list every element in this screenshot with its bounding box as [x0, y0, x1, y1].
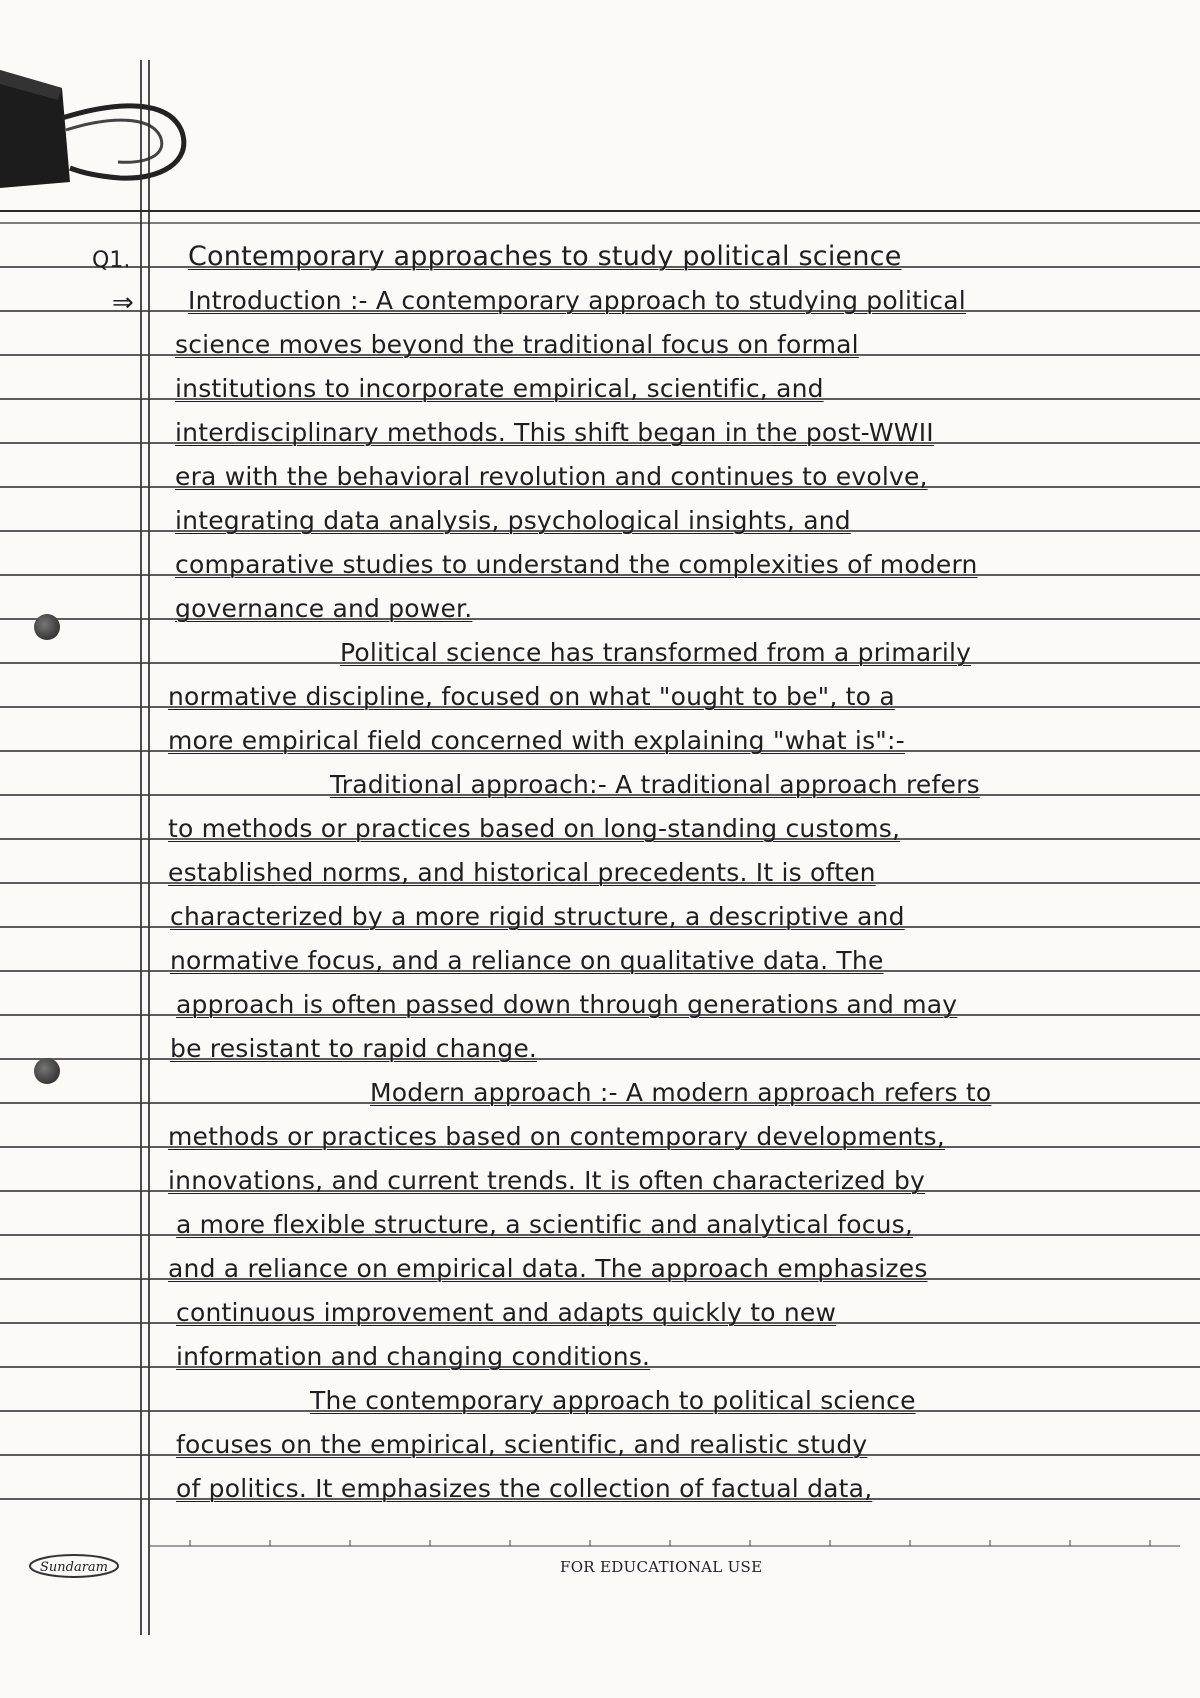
text-line: be resistant to rapid change.: [170, 1034, 538, 1063]
text-line: innovations, and current trends. It is often characterized by: [168, 1166, 926, 1195]
text-line: governance and power.: [175, 594, 473, 623]
text-line: methods or practices based on contemporary developments,: [168, 1122, 945, 1151]
text-line: Modern approach :- A modern approach refers to: [370, 1078, 992, 1107]
svg-text:Sundaram: Sundaram: [39, 1560, 109, 1575]
text-line: to methods or practices based on long-standing customs,: [168, 814, 901, 843]
margin-line: [148, 60, 150, 1635]
brand-logo: [28, 1552, 120, 1580]
bottom-ruler-ticks: [150, 1538, 1180, 1548]
text-line: approach is often passed down through generations and may: [176, 990, 958, 1019]
punch-hole: [34, 614, 60, 640]
question-title: Contemporary approaches to study political science: [188, 241, 902, 272]
text-line: normative focus, and a reliance on qualitative data. The: [170, 946, 884, 975]
text-line: The contemporary approach to political science: [310, 1386, 916, 1415]
text-line: of politics. It emphasizes the collection of factual data,: [176, 1474, 873, 1503]
text-line: a more flexible structure, a scientific and analytical focus,: [176, 1210, 914, 1239]
margin-line: [140, 60, 142, 1635]
question-number: Q1.: [92, 248, 131, 273]
text-line: institutions to incorporate empirical, scientific, and: [175, 374, 824, 403]
footer-text: FOR EDUCATIONAL USE: [560, 1558, 763, 1576]
punch-hole: [34, 1058, 60, 1084]
text-line: era with the behavioral revolution and continues to evolve,: [175, 462, 928, 491]
header-rule: [0, 210, 1200, 212]
text-line: normative discipline, focused on what "ought to be", to a: [168, 682, 895, 711]
text-line: interdisciplinary methods. This shift began in the post-WWII: [175, 418, 934, 447]
text-line: more empirical field concerned with explaining "what is":-: [168, 726, 905, 755]
text-line: continuous improvement and adapts quickly to new: [176, 1298, 837, 1327]
text-line: Introduction :- A contemporary approach to studying political: [188, 286, 966, 315]
header-rule: [0, 222, 1200, 224]
text-line: characterized by a more rigid structure, a descriptive and: [170, 902, 905, 931]
text-line: Traditional approach:- A traditional approach refers: [330, 770, 980, 799]
text-line: comparative studies to understand the complexities of modern: [175, 550, 978, 579]
text-line: and a reliance on empirical data. The approach emphasizes: [168, 1254, 928, 1283]
text-line: science moves beyond the traditional focus on formal: [175, 330, 859, 359]
text-line: focuses on the empirical, scientific, and realistic study: [176, 1430, 868, 1459]
text-line: Political science has transformed from a primarily: [340, 638, 972, 667]
arrow-mark: ⇒: [112, 288, 134, 318]
text-line: integrating data analysis, psychological insights, and: [175, 506, 851, 535]
binder-clip-icon: [0, 70, 200, 210]
text-line: established norms, and historical precedents. It is often: [168, 858, 876, 887]
text-line: information and changing conditions.: [176, 1342, 651, 1371]
